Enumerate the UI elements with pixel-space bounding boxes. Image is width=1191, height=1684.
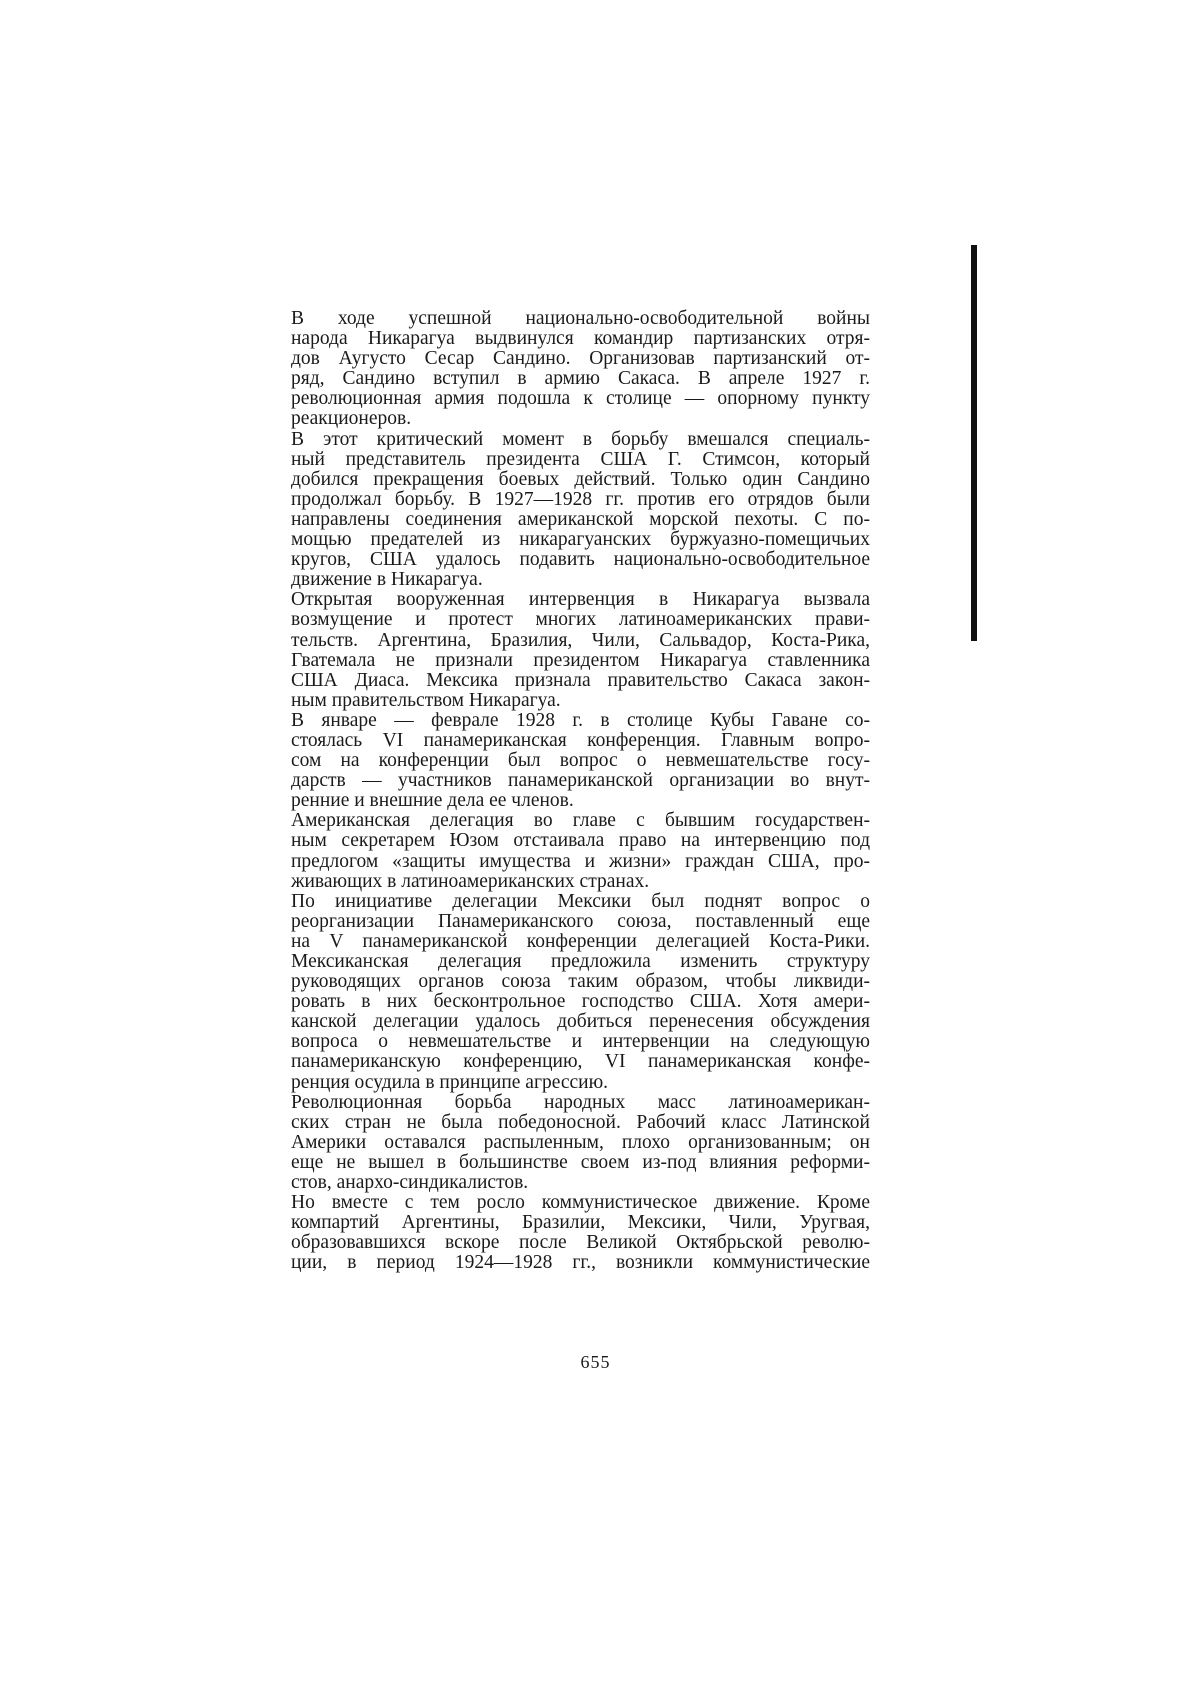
text-line: ным правительством Никарагуа. bbox=[291, 689, 561, 711]
paragraph bbox=[262, 711, 870, 811]
text-line: на V панамериканской конференции делегацией Коста-Рики. bbox=[291, 930, 870, 952]
text-line: еще не вышел в большинстве своем из-под влияния реформи- bbox=[291, 1151, 870, 1173]
paragraph bbox=[262, 811, 870, 891]
text-line: реорганизации Панамериканского союза, поставленный еще bbox=[291, 910, 870, 932]
text-line: Но вместе с тем росло коммунистическое движение. Кроме bbox=[291, 1192, 870, 1214]
text-line: возмущение и протест многих латиноамериканских прави- bbox=[291, 609, 870, 631]
text-line: реакционеров. bbox=[291, 408, 412, 430]
text-line: кругов, США удалось подавить национально-освободительное bbox=[291, 549, 870, 571]
text-line: добился прекращения боевых действий. Только один Сандино bbox=[291, 468, 870, 490]
text-line: панамериканскую конференцию, VI панамериканская конфе- bbox=[291, 1051, 870, 1073]
text-line: США Диаса. Мексика признала правительство Сакаса закон- bbox=[291, 669, 870, 691]
paragraph bbox=[262, 309, 870, 430]
page-number: 655 bbox=[580, 1352, 611, 1372]
text-line: тельств. Аргентина, Бразилия, Чили, Сальвадор, Коста-Рика, bbox=[291, 629, 870, 651]
text-line: Мексиканская делегация предложила изменить структуру bbox=[291, 951, 870, 972]
text-line: Открытая вооруженная интервенция в Никарагуа вызвала bbox=[291, 589, 870, 611]
margin-rule bbox=[971, 245, 977, 641]
text-line: Революционная борьба народных масс латиноамерикан- bbox=[291, 1091, 870, 1113]
paragraph bbox=[262, 1093, 870, 1193]
text-line: революционная армия подошла к столице — опорному пункту bbox=[291, 388, 870, 410]
text-line: вопроса о невмешательстве и интервенции на следующую bbox=[291, 1031, 870, 1053]
text-line: направлены соединения американской морской пехоты. С по- bbox=[291, 508, 870, 530]
paragraph bbox=[262, 1193, 870, 1273]
text-line: дов Аугусто Сесар Сандино. Организовав партизанский от- bbox=[291, 348, 870, 370]
text-line: народа Никарагуа выдвинулся командир партизанских отря- bbox=[291, 328, 870, 350]
text-line: ции, в период 1924—1928 гг., возникли коммунистические bbox=[291, 1252, 870, 1274]
text-line: В этот критический момент в борьбу вмешался специаль- bbox=[291, 428, 870, 450]
text-line: По инициативе делегации Мексики был поднят вопрос о bbox=[291, 890, 870, 912]
text-line: Америки оставался распыленным, плохо организованным; он bbox=[291, 1131, 870, 1153]
paragraph bbox=[262, 892, 870, 1093]
text-line: канской делегации удалось добиться перенесения обсуждения bbox=[291, 1011, 870, 1033]
text-line: компартий Аргентины, Бразилии, Мексики, Чили, Уругвая, bbox=[291, 1212, 870, 1234]
text-line: Американская делегация во главе с бывшим государствен- bbox=[291, 810, 870, 832]
text-line: В январе — феврале 1928 г. в столице Кубы Гаване со- bbox=[291, 709, 870, 731]
text-line: Гватемала не признали президентом Никарагуа ставленника bbox=[291, 649, 870, 671]
text-line: ренция осудила в принципе агрессию. bbox=[291, 1071, 609, 1093]
text-line: мощью предателей из никарагуанских буржуазно-помещичьих bbox=[291, 529, 870, 551]
text-line: ровать в них бесконтрольное господство США. Хотя амери- bbox=[291, 991, 870, 1013]
text-line: В ходе успешной национально-освободительной войны bbox=[291, 308, 870, 329]
text-line: ный представитель президента США Г. Стимсон, который bbox=[291, 448, 870, 470]
paragraph bbox=[262, 590, 870, 711]
page-text bbox=[262, 309, 870, 1274]
text-line: ряд, Сандино вступил в армию Сакаса. В апреле 1927 г. bbox=[291, 368, 870, 390]
text-line: стоялась VI панамериканская конференция. Главным вопро- bbox=[291, 729, 870, 751]
text-line: дарств — участников панамериканской организации во внут- bbox=[291, 770, 870, 792]
text-line: движение в Никарагуа. bbox=[291, 569, 483, 591]
text-line: стов, анархо-синдикалистов. bbox=[291, 1172, 529, 1194]
text-line: ренние и внешние дела ее членов. bbox=[291, 790, 574, 812]
text-line: предлогом «защиты имущества и жизни» граждан США, про- bbox=[291, 850, 870, 872]
text-line: ских стран не была победоносной. Рабочий класс Латинской bbox=[291, 1111, 870, 1133]
text-line: живающих в латиноамериканских странах. bbox=[291, 870, 650, 892]
text-line: сом на конференции был вопрос о невмешательстве госу- bbox=[291, 750, 870, 772]
text-line: ным секретарем Юзом отстаивала право на интервенцию под bbox=[291, 830, 870, 852]
text-line: образовавшихся вскоре после Великой Октябрьской револю- bbox=[291, 1232, 870, 1254]
paragraph bbox=[262, 430, 870, 591]
text-line: руководящих органов союза таким образом, чтобы ликвиди- bbox=[291, 971, 870, 993]
text-line: продолжал борьбу. В 1927—1928 гг. против его отрядов были bbox=[291, 488, 870, 510]
